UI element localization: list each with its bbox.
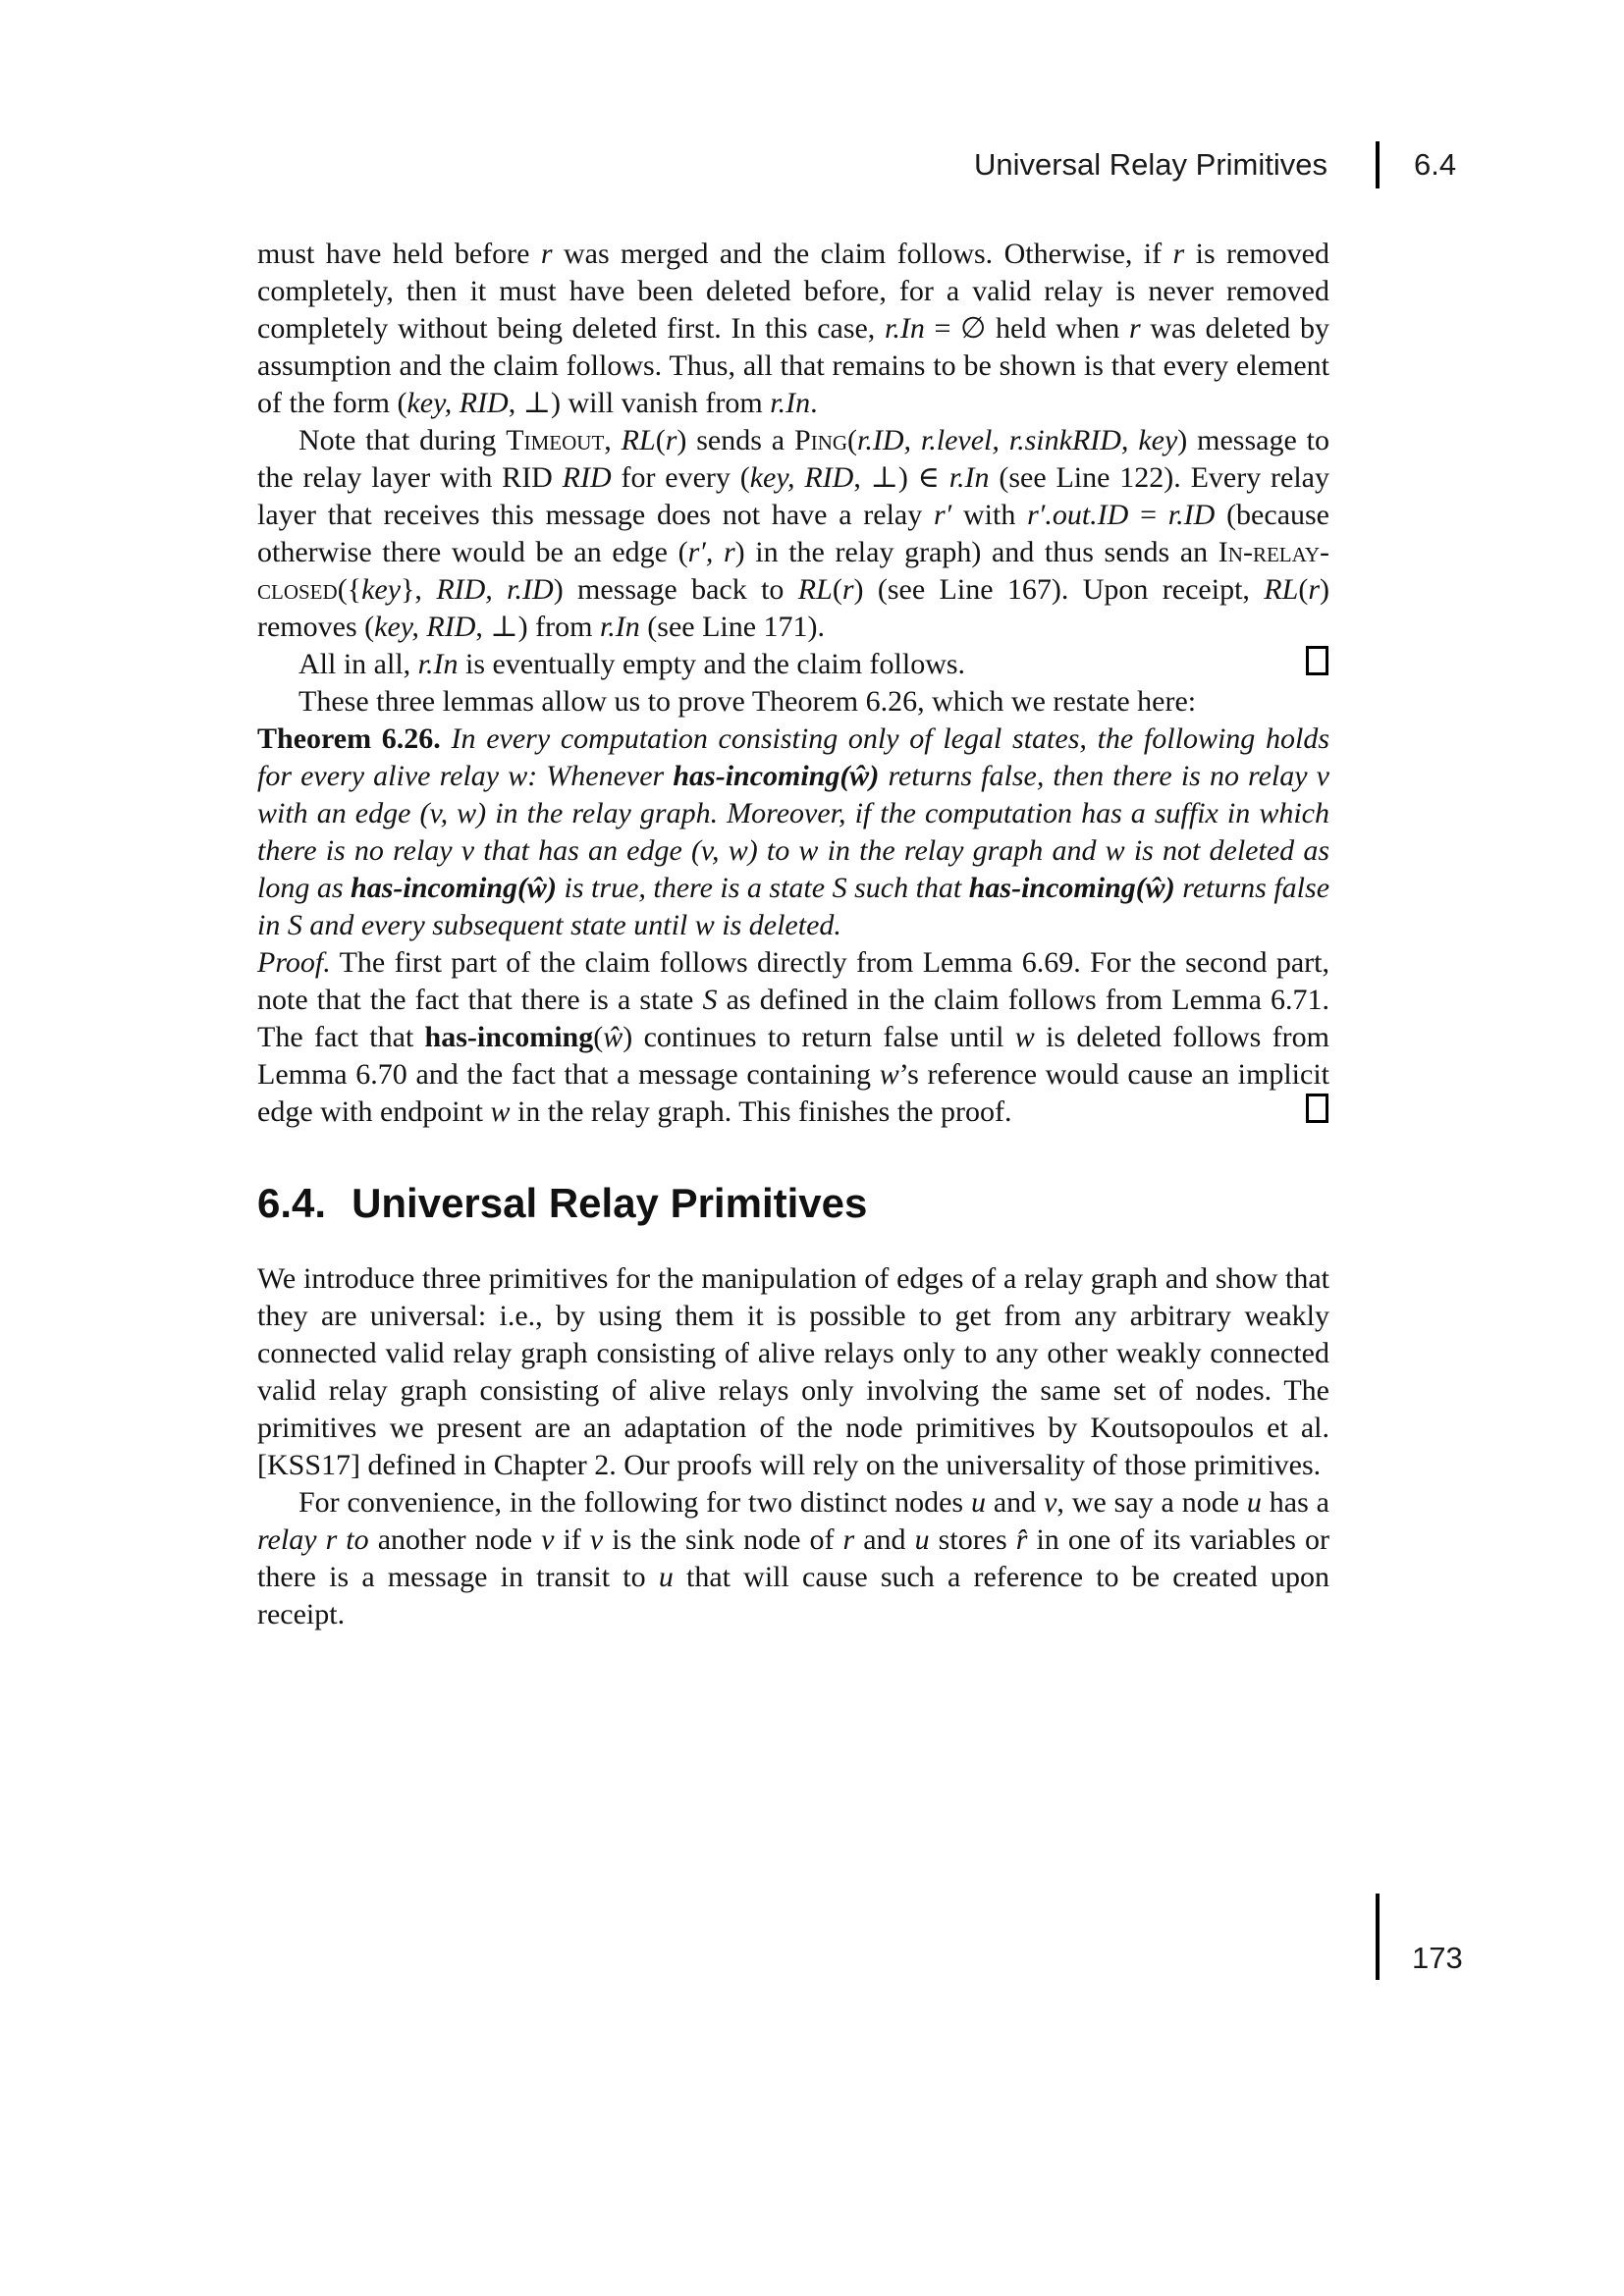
running-header-section-number: 6.4 [1414, 147, 1457, 182]
proof-block: Proof. The first part of the claim follows directly from Lemma 6.69. For the second part, note that the fact that there is a state S as defined in the claim follows from Lemma 6.71. The fact that has-incoming(ŵ) continues to return false until w is deleted follows from Lemma 6.70 and the fact that a message containing w’s reference would cause an implicit edge with endpoint w in the relay graph. This finishes the proof. [257, 946, 1329, 1128]
running-header-title: Universal Relay Primitives [973, 147, 1327, 182]
page-number: 173 [1412, 1941, 1463, 1975]
paragraph-convenience: For convenience, in the following for two distinct nodes u and v, we say a node u has a relay r to another node v if v is the sink node of r and u stores r̂ in one of its variables or there is a message in transit to u that will cause such a reference to be created upon receipt. [257, 1486, 1330, 1630]
paragraph-continuation: must have held before r was merged and the claim follows. Otherwise, if r is removed completely, then it must have been deleted before, for a valid relay is never removed completely without being deleted first. In this case, r.In = ∅ held when r was deleted by assumption and the claim follows. Thus, all that remains to be shown is that every element of the form (key, RID, ⊥) will vanish from r.In. [257, 238, 1329, 419]
qed-box [1306, 646, 1328, 675]
paragraph-timeout: Note that during Timeout, RL(r) sends a Ping(r.ID, r.level, r.sinkRID, key) message to the relay layer with RID RID for every (key, RID, ⊥) ∈ r.In (see Line 122). Every relay layer that receives this message does not have a relay r′ with r′.out.ID = r.ID (because otherwise there would be an edge (r′, r) in the relay graph) and thus sends an In-relay-closed({key}, RID, r.ID) message back to RL(r) (see Line 167). Upon receipt, RL(r) removes (key, RID, ⊥) from r.In (see Line 171). [257, 424, 1329, 643]
theorem-6-26: Theorem 6.26. In every computation consisting only of legal states, the following holds for every alive relay w: Whenever has-incoming(ŵ) returns false, then there is no relay v with an edge (v, w) in the relay graph. Moreover, if the computation has a suffix in which there is no relay v that has an edge (v, w) to w in the relay graph and w is not deleted as long as has-incoming(ŵ) is true, there is a state S such that has-incoming(ŵ) returns false in S and every subsequent state until w is deleted. [257, 722, 1330, 941]
content-column [257, 236, 1329, 1633]
header-divider-bar [1376, 141, 1380, 188]
paragraph-primitives-intro: We introduce three primitives for the manipulation of edges of a relay graph and show that they are universal: i.e., by using them it is possible to get from any arbitrary weakly connected valid relay graph consisting of alive relays only to any other weakly connected valid relay graph consisting of alive relays only involving the same set of nodes. The primitives we present are an adaptation of the node primitives by Koutsopoulos et al. [KSS17] defined in Chapter 2. Our proofs will rely on the universality of those primitives. [257, 1262, 1329, 1481]
section-heading [257, 1178, 1329, 1229]
paragraph-claim-close: All in all, r.In is eventually empty and the claim follows. [257, 646, 1329, 683]
qed-box [1306, 1094, 1328, 1123]
section-heading-number: 6.4. [257, 1180, 327, 1226]
footer-divider-bar [1376, 1894, 1380, 1980]
paragraph-lead-in: These three lemmas allow us to prove Theorem 6.26, which we restate here: [298, 685, 1197, 718]
section-heading-title: Universal Relay Primitives [352, 1180, 868, 1226]
